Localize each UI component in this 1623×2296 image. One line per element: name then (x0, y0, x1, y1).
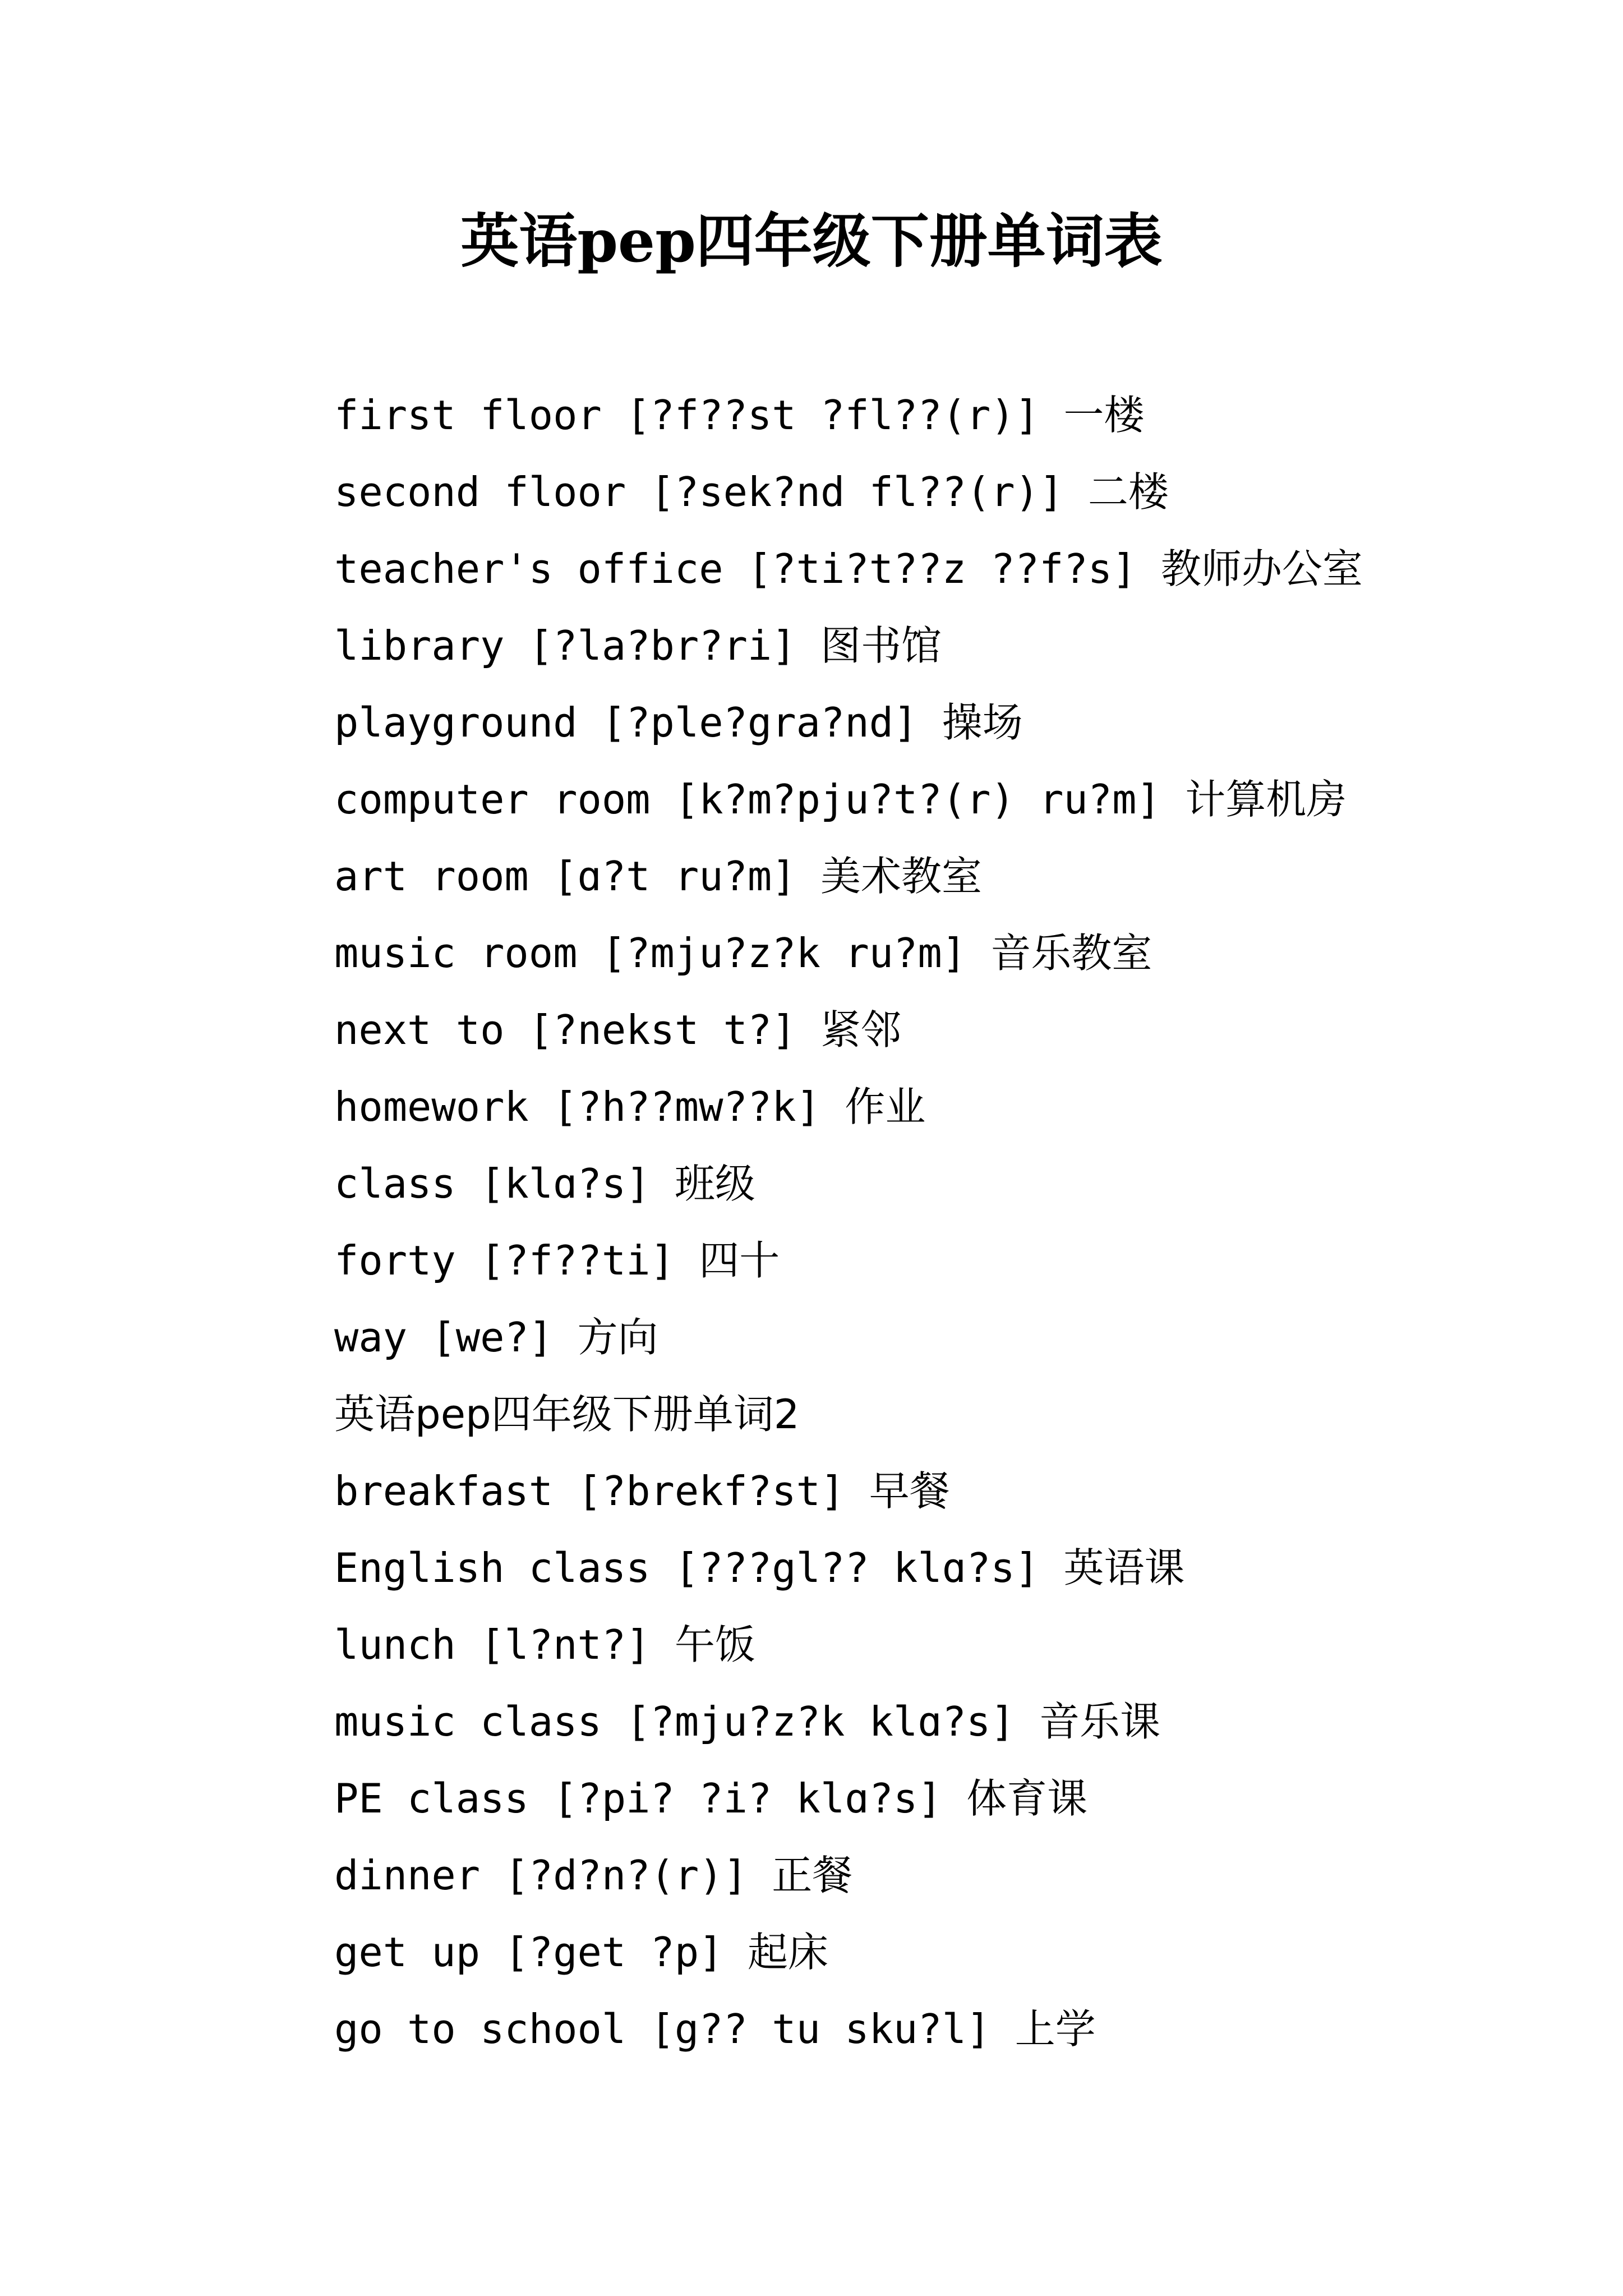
entry-phonetic: [?mju?z?k klɑ?s] (626, 1698, 1015, 1745)
entry-word: teacher's office (334, 545, 723, 592)
entry-word: art room (334, 853, 529, 900)
entry-phonetic: [?f??st ?fl??(r)] (626, 392, 1040, 439)
list-item (334, 1530, 1568, 1607)
vocabulary-list (334, 377, 1568, 2068)
entry-phonetic: [?f??ti] (480, 1237, 675, 1284)
entry-phonetic: [?ti?t??z ??f?s] (747, 545, 1137, 592)
entry-phonetic: [g?? tu sku?l] (650, 2005, 991, 2053)
entry-word: go to school (334, 2005, 626, 2053)
entry-word: music room (334, 930, 578, 977)
entry-meaning: 美术教室 (820, 853, 982, 900)
list-item (334, 531, 1568, 608)
list-item (334, 1683, 1568, 1760)
list-item (334, 1607, 1568, 1683)
list-item (334, 1145, 1568, 1222)
entry-meaning: 英语课 (1063, 1544, 1185, 1591)
entry-phonetic: [?sek?nd fl??(r)] (650, 468, 1064, 516)
entry-phonetic: [?mju?z?k ru?m] (601, 930, 967, 977)
entry-meaning: 计算机房 (1185, 776, 1347, 823)
entry-phonetic: [?brekf?st] (577, 1467, 845, 1515)
entry-phonetic: [we?] (431, 1314, 554, 1361)
list-item (334, 684, 1568, 761)
entry-phonetic: [?la?br?ri] (528, 622, 796, 669)
list-item (334, 1299, 1568, 1376)
entry-phonetic: [?nekst t?] (528, 1006, 796, 1053)
list-item (334, 1222, 1568, 1299)
entry-meaning: 四十 (699, 1237, 780, 1284)
entry-word: first floor (334, 392, 602, 439)
entry-word: second floor (334, 468, 626, 516)
entry-word: dinner (334, 1852, 481, 1899)
entry-meaning: 一楼 (1063, 392, 1145, 439)
entry-meaning: 音乐教室 (990, 930, 1152, 977)
list-item (334, 838, 1568, 915)
list-item (334, 1991, 1568, 2068)
entry-meaning: 二楼 (1087, 468, 1169, 516)
list-item (334, 915, 1568, 992)
entry-meaning: 起床 (747, 1929, 828, 1976)
entry-phonetic: [?ple?gra?nd] (601, 699, 918, 746)
entry-word: next to (334, 1006, 505, 1053)
entry-meaning: 图书馆 (820, 622, 942, 669)
entry-word: PE class (334, 1775, 529, 1822)
list-item (334, 1837, 1568, 1914)
list-item (334, 1453, 1568, 1530)
entry-word: playground (334, 699, 578, 746)
list-item (334, 1069, 1568, 1145)
entry-phonetic: [klɑ?s] (480, 1160, 651, 1207)
entry-word: lunch (334, 1621, 456, 1668)
entry-meaning: 教师办公室 (1160, 545, 1363, 592)
entry-word: computer room (334, 776, 651, 823)
entry-word: breakfast (334, 1467, 554, 1515)
entry-meaning: 上学 (1015, 2005, 1096, 2053)
entry-phonetic: [?pi? ?i? klɑ?s] (553, 1775, 942, 1822)
entry-word: music class (334, 1698, 602, 1745)
entry-word: way (334, 1314, 408, 1361)
list-item (334, 992, 1568, 1069)
entry-word: forty (334, 1237, 456, 1284)
entry-phonetic: [?d?n?(r)] (504, 1852, 748, 1899)
entry-meaning: 正餐 (772, 1852, 853, 1899)
entry-meaning: 方向 (577, 1314, 658, 1361)
entry-phonetic: [?h??mw??k] (553, 1083, 820, 1130)
entry-phonetic: [k?m?pju?t?(r) ru?m] (674, 776, 1161, 823)
entry-meaning: 操场 (942, 699, 1023, 746)
entry-phonetic: [?get ?p] (504, 1929, 723, 1976)
list-item (334, 761, 1568, 838)
entry-meaning: 体育课 (966, 1775, 1088, 1822)
entry-meaning: 午饭 (674, 1621, 755, 1668)
list-item (334, 1914, 1568, 1991)
entry-word: library (334, 622, 505, 669)
entry-phonetic: [l?nt?] (480, 1621, 651, 1668)
document-title: 英语pep四年级下册单词表 (460, 206, 1163, 275)
section-heading: 英语pep四年级下册单词2 (334, 1391, 800, 1438)
entry-meaning: 音乐课 (1039, 1698, 1161, 1745)
list-item (334, 377, 1568, 454)
entry-word: homework (334, 1083, 529, 1130)
entry-word: English class (334, 1544, 651, 1591)
list-item (334, 608, 1568, 684)
entry-meaning: 作业 (845, 1083, 926, 1130)
list-item (334, 1760, 1568, 1837)
entry-word: class (334, 1160, 456, 1207)
entry-word: get up (334, 1929, 481, 1976)
list-item (334, 454, 1568, 531)
entry-phonetic: [???gl?? klɑ?s] (674, 1544, 1040, 1591)
entry-meaning: 早餐 (869, 1467, 950, 1515)
entry-meaning: 紧邻 (820, 1006, 901, 1053)
entry-phonetic: [ɑ?t ru?m] (553, 853, 796, 900)
entry-meaning: 班级 (674, 1160, 755, 1207)
